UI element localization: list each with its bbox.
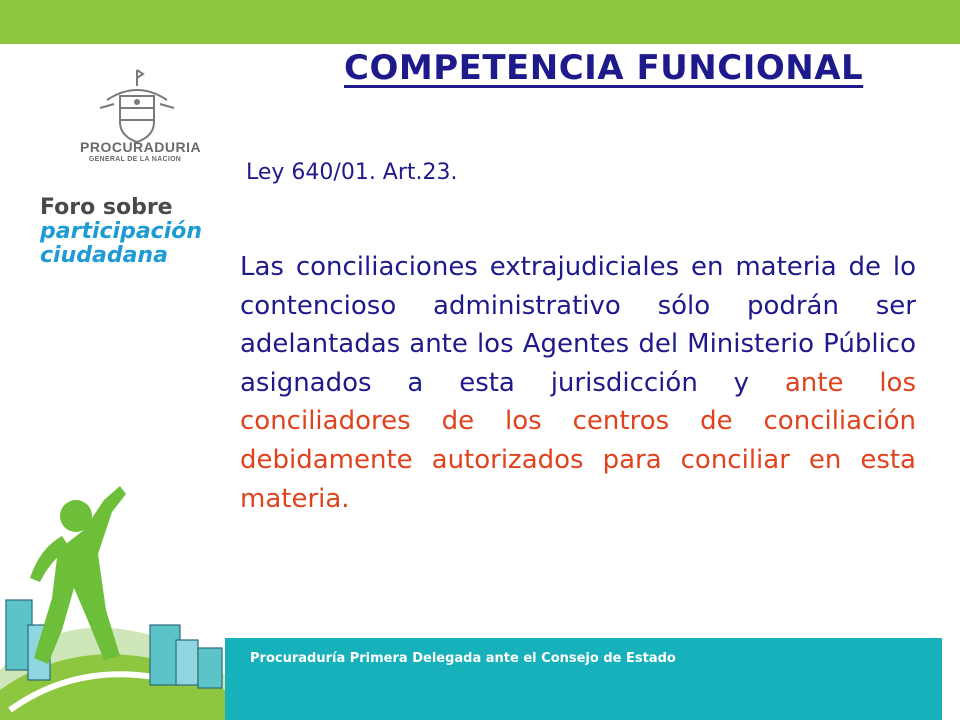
- body-normal-text: Las conciliaciones extrajudiciales en materia de lo contencioso administrativo sólo podrán ser adelantadas ante los Agentes del Ministerio Público asignados a esta jurisdicción y: [240, 252, 916, 398]
- forum-line1: Foro sobre: [40, 195, 173, 220]
- person-climbing-city-illustration: [0, 420, 230, 720]
- seal-text: [80, 139, 202, 163]
- law-reference: Ley 640/01. Art.23.: [246, 160, 458, 185]
- forum-line3: ciudadana: [40, 242, 168, 268]
- body-highlight-text: ante los conciliadores de los centros de conciliación debidamente autorizados para conciliar en esta materia.: [240, 367, 916, 514]
- top-bar: [0, 0, 960, 44]
- forum-logo: [40, 195, 203, 268]
- forum-line2: participación: [40, 218, 203, 244]
- body-paragraph: [240, 248, 916, 518]
- seal-line1: PROCURADURIA: [80, 139, 202, 155]
- slide-title: COMPETENCIA FUNCIONAL: [344, 48, 864, 88]
- footer-text: Procuraduría Primera Delegada ante el Consejo de Estado: [250, 651, 676, 666]
- seal-line2: GENERAL DE LA NACION: [88, 156, 182, 163]
